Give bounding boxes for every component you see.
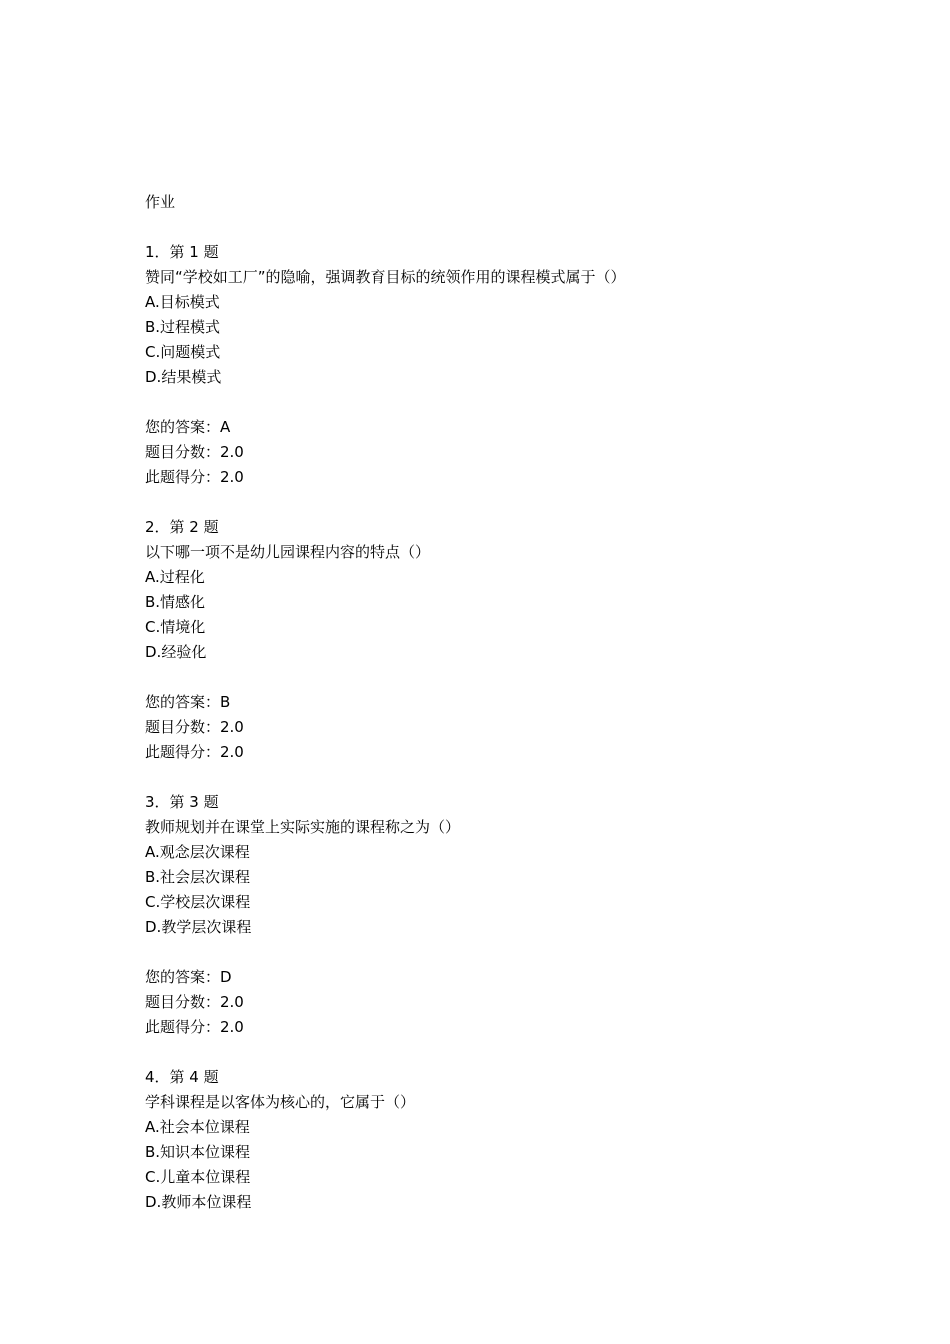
question-header: 4．第 4 题	[145, 1068, 219, 1086]
option-a: A.过程化	[145, 568, 205, 586]
option-c: C.学校层次课程	[145, 893, 251, 911]
question-stem: 教师规划并在课堂上实际实施的课程称之为（）	[145, 818, 461, 836]
option-c: C.问题模式	[145, 343, 221, 361]
question-score: 题目分数：2.0	[145, 443, 244, 461]
question-stem: 以下哪一项不是幼儿园课程内容的特点（）	[145, 543, 431, 561]
earned-score: 此题得分：2.0	[145, 743, 244, 761]
question-header: 3．第 3 题	[145, 793, 219, 811]
option-d: D.经验化	[145, 643, 207, 661]
option-b: B.情感化	[145, 593, 206, 611]
question-score: 题目分数：2.0	[145, 993, 244, 1011]
question-score: 题目分数：2.0	[145, 718, 244, 736]
option-b: B.过程模式	[145, 318, 221, 336]
question-2	[145, 515, 905, 765]
question-stem: 学科课程是以客体为核心的，它属于（）	[145, 1093, 416, 1111]
your-answer: 您的答案：B	[145, 693, 231, 711]
page-title: 作业	[145, 193, 176, 211]
spacer	[145, 940, 905, 965]
question-3	[145, 790, 905, 1040]
option-b: B.社会层次课程	[145, 868, 251, 886]
option-a: A.观念层次课程	[145, 843, 250, 861]
spacer	[145, 390, 905, 415]
question-4	[145, 1065, 905, 1215]
question-header: 2．第 2 题	[145, 518, 219, 536]
question-stem: 赞同“学校如工厂”的隐喻，强调教育目标的统领作用的课程模式属于（）	[145, 268, 626, 286]
your-answer: 您的答案：D	[145, 968, 232, 986]
option-c: C.儿童本位课程	[145, 1168, 251, 1186]
option-b: B.知识本位课程	[145, 1143, 251, 1161]
option-a: A.社会本位课程	[145, 1118, 250, 1136]
option-a: A.目标模式	[145, 293, 220, 311]
earned-score: 此题得分：2.0	[145, 1018, 244, 1036]
spacer	[145, 665, 905, 690]
option-c: C.情境化	[145, 618, 206, 636]
earned-score: 此题得分：2.0	[145, 468, 244, 486]
option-d: D.教师本位课程	[145, 1193, 252, 1211]
document-page	[145, 190, 905, 1240]
question-header: 1．第 1 题	[145, 243, 219, 261]
your-answer: 您的答案：A	[145, 418, 231, 436]
question-1	[145, 240, 905, 490]
option-d: D.教学层次课程	[145, 918, 252, 936]
option-d: D.结果模式	[145, 368, 222, 386]
